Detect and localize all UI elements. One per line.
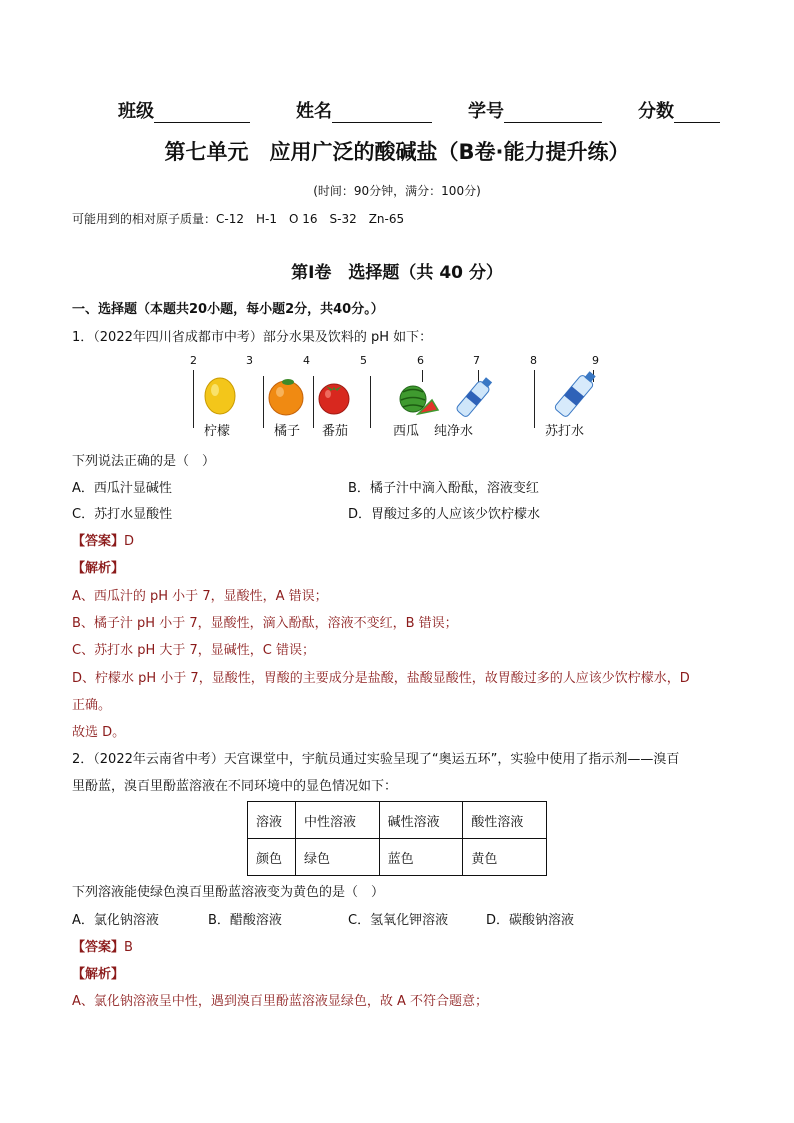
table-cell: 中性溶液 bbox=[296, 802, 380, 839]
q1-stem: 1．（2022年四川省成都市中考）部分水果及饮料的 pH 如下： bbox=[72, 330, 433, 345]
fruit-label-lemon: 柠檬 bbox=[204, 424, 231, 439]
q1-analysis-line: 正确。 bbox=[72, 698, 112, 713]
answer-value: B bbox=[124, 940, 133, 955]
ph-tick: 7 bbox=[473, 354, 480, 367]
watermelon-icon bbox=[400, 386, 438, 414]
class-field bbox=[118, 97, 250, 123]
indicator-color-table bbox=[247, 801, 547, 876]
q1-analysis-line: B、橘子汁 pH 小于 7，显酸性，滴入酚酞，溶液不变红，B 错误； bbox=[72, 616, 458, 631]
table-row bbox=[248, 802, 547, 839]
answer-label: 【答案】 bbox=[72, 534, 125, 549]
exam-info: (时间：90分钟，满分：100分) bbox=[313, 184, 481, 198]
page-title: 第七单元 应用广泛的酸碱盐（B卷·能力提升练） bbox=[164, 140, 630, 164]
q2-option-c: C．氢氧化钾溶液 bbox=[348, 913, 449, 928]
q2-analysis-line: A、氯化钠溶液呈中性，遇到溴百里酚蓝溶液显绿色，故 A 不符合题意； bbox=[72, 994, 489, 1009]
q2-prompt: 下列溶液能使绿色溴百里酚蓝溶液变为黄色的是（ ） bbox=[72, 885, 385, 900]
table-cell: 蓝色 bbox=[379, 839, 463, 876]
tomato-icon bbox=[319, 384, 349, 414]
part-heading: 一、选择题（本题共20小题，每小题2分，共40分。） bbox=[72, 302, 384, 317]
q2-answer bbox=[72, 936, 133, 955]
drink-label-water: 纯净水 bbox=[434, 424, 474, 439]
q1-analysis-line: A、西瓜汁的 pH 小于 7，显酸性，A 错误； bbox=[72, 589, 328, 604]
fruit-label-tomato: 番茄 bbox=[322, 424, 349, 439]
q1-analysis-line: C、苏打水 pH 大于 7，显碱性，C 错误； bbox=[72, 643, 315, 658]
answer-label: 【答案】 bbox=[72, 940, 125, 955]
q1-analysis-line: D、柠檬水 pH 小于 7，显酸性，胃酸的主要成分是盐酸，盐酸显酸性，故胃酸过多的人应该少饮柠檬水，D bbox=[72, 671, 690, 686]
q2-option-b: B．醋酸溶液 bbox=[208, 913, 282, 928]
answer-value: D bbox=[124, 534, 135, 549]
ph-tick: 2 bbox=[190, 354, 197, 367]
table-cell: 绿色 bbox=[296, 839, 380, 876]
section-title: 第Ⅰ卷 选择题（共 40 分） bbox=[291, 263, 503, 283]
table-cell: 黄色 bbox=[463, 839, 547, 876]
q2-option-a: A．氯化钠溶液 bbox=[72, 913, 159, 928]
q1-prompt: 下列说法正确的是（ ） bbox=[72, 454, 216, 469]
ph-figure bbox=[180, 354, 620, 440]
name-field bbox=[296, 97, 432, 123]
ph-tick: 6 bbox=[417, 354, 424, 367]
q1-analysis-line: 故选 D。 bbox=[72, 725, 126, 740]
q2-stem: 2．（2022年云南省中考）天宫课堂中，宇航员通过实验呈现了“奥运五环”，实验中使用了指示剂——溴百 bbox=[72, 752, 680, 767]
q1-option-d: D．胃酸过多的人应该少饮柠檬水 bbox=[348, 507, 541, 522]
q2-stem-cont: 里酚蓝，溴百里酚蓝溶液在不同环境中的显色情况如下： bbox=[72, 779, 398, 794]
score-field bbox=[638, 97, 720, 123]
table-cell: 溶液 bbox=[248, 802, 296, 839]
orange-icon bbox=[269, 379, 303, 415]
ph-tick: 3 bbox=[246, 354, 253, 367]
name-label: 姓名 bbox=[296, 101, 332, 122]
q2-analysis-label: 【解析】 bbox=[72, 967, 125, 982]
table-cell: 碱性溶液 bbox=[379, 802, 463, 839]
table-row bbox=[248, 839, 547, 876]
atomic-masses: 可能用到的相对原子质量：C-12 H-1 O 16 S-32 Zn-65 bbox=[72, 212, 405, 226]
q2-option-d: D．碳酸钠溶液 bbox=[486, 913, 575, 928]
score-label: 分数 bbox=[638, 101, 674, 122]
class-label: 班级 bbox=[118, 101, 154, 122]
ph-tick: 5 bbox=[360, 354, 367, 367]
fruit-label-orange: 橘子 bbox=[274, 424, 301, 439]
water-bottle-icon bbox=[455, 375, 494, 418]
fruit-label-watermelon: 西瓜 bbox=[393, 424, 420, 439]
q1-option-b: B．橘子汁中滴入酚酞，溶液变红 bbox=[348, 481, 539, 496]
lemon-icon bbox=[205, 378, 235, 414]
q1-option-a: A．西瓜汁显碱性 bbox=[72, 481, 172, 496]
drink-label-soda: 苏打水 bbox=[545, 424, 585, 439]
table-cell: 酸性溶液 bbox=[463, 802, 547, 839]
table-cell: 颜色 bbox=[248, 839, 296, 876]
ph-tick: 4 bbox=[303, 354, 310, 367]
student-id-field bbox=[468, 97, 602, 123]
q1-analysis-label: 【解析】 bbox=[72, 561, 125, 576]
soda-bottle-icon bbox=[554, 369, 599, 418]
ph-tick: 8 bbox=[530, 354, 537, 367]
student-id-label: 学号 bbox=[468, 101, 504, 122]
ph-tick: 9 bbox=[592, 354, 599, 367]
q1-answer bbox=[72, 530, 134, 549]
q1-option-c: C．苏打水显酸性 bbox=[72, 507, 173, 522]
